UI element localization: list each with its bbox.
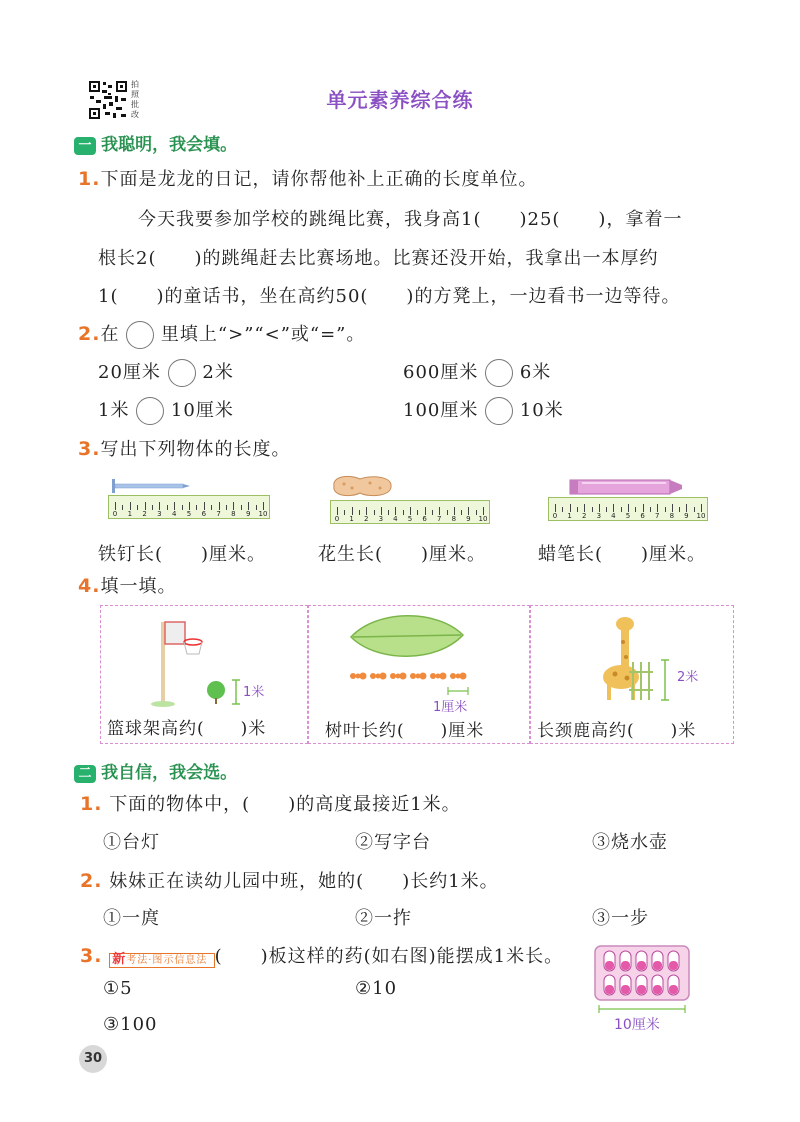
question-text: 下面是龙龙的日记，请你帮他补上正确的长度单位。 [100, 169, 538, 190]
ruler-tick [410, 507, 411, 515]
ruler-tick [447, 510, 448, 515]
page-number: 30 [79, 1045, 107, 1073]
section2-header [74, 758, 237, 783]
ruler-tick-label: 9 [684, 512, 689, 520]
ruler-tick [241, 505, 242, 510]
medicine-pack-icon [594, 945, 690, 1001]
option[interactable]: ③100 [103, 1014, 158, 1035]
compare-item [403, 396, 564, 425]
option[interactable]: ①台灯 [103, 832, 160, 853]
ruler-tick [359, 510, 360, 515]
pill-half [637, 985, 646, 994]
ruler-tick [233, 502, 234, 510]
ruler-tick [256, 505, 257, 510]
ruler-tick [613, 504, 614, 512]
giraffe-icon [593, 612, 693, 707]
ruler-tick [686, 504, 687, 512]
ruler-tick [621, 507, 622, 512]
s1-q3-prompt [78, 435, 290, 461]
ruler-tick [665, 507, 666, 512]
ruler-tick [432, 510, 433, 515]
ruler-tick-label: 2 [142, 510, 147, 518]
ruler-tick [672, 504, 673, 512]
diary-line-3: 1( )的童话书，坐在高约50( )的方凳上，一边看书一边等待。 [98, 286, 681, 307]
question-number: 3. [78, 438, 101, 460]
ruler-tick-label: 4 [171, 510, 177, 518]
compare-right: 10厘米 [170, 400, 234, 421]
ruler-tick [403, 510, 404, 515]
ruler-tick [122, 505, 123, 510]
new-method-tag [109, 953, 214, 968]
option[interactable]: ③一步 [592, 908, 649, 929]
ruler [548, 497, 708, 521]
question-text-a: 在 [100, 324, 120, 345]
pill-half [653, 961, 662, 970]
ruler-tick-label: 3 [157, 510, 162, 518]
leaf-icon [347, 611, 467, 663]
ruler-tick [182, 505, 183, 510]
pill-half [669, 985, 678, 994]
ruler-tick-label: 7 [436, 515, 442, 523]
diary-line-1: 今天我要参加学校的跳绳比赛，我身高1( )25( )，拿着一 [138, 209, 683, 230]
ruler-tick-label: 6 [201, 510, 207, 518]
ruler-tick [189, 502, 190, 510]
ruler-tick [204, 502, 205, 510]
ruler-tick [584, 504, 585, 512]
ruler-tick [650, 507, 651, 512]
ruler-tick-label: 10 [478, 515, 488, 523]
question-number: 4. [78, 575, 101, 597]
question-number: 1. [80, 793, 103, 815]
ruler-tick-label: 1 [567, 512, 572, 520]
ruler-tick [476, 510, 477, 515]
tag-text: 考法·图示信息法 [126, 954, 208, 966]
height-label: 1米 [243, 685, 265, 700]
ruler-tick [152, 505, 153, 510]
one-cm-marker [446, 686, 470, 696]
compare-right: 10米 [519, 400, 564, 421]
ruler-tick-label: 8 [231, 510, 236, 518]
option[interactable]: ①5 [103, 978, 133, 999]
dimension-label: 10厘米 [614, 1017, 660, 1033]
ruler-tick [425, 507, 426, 515]
compare-item [403, 358, 551, 387]
section1-badge: 一 [74, 137, 96, 155]
ruler-tick-label: 0 [112, 510, 118, 518]
ruler-tick-label: 5 [625, 512, 631, 520]
question-text-b: 里填上“>”“<”或“=”。 [160, 324, 366, 345]
ruler-tick-label: 0 [334, 515, 340, 523]
ruler-tick [196, 505, 197, 510]
compare-left: 100厘米 [403, 400, 479, 421]
ruler-tick-label: 8 [669, 512, 675, 520]
dimension-arrow-icon [596, 1004, 688, 1014]
question-number: 1. [78, 168, 101, 190]
ruler-tick [174, 502, 175, 510]
question-text: 下面的物体中，( )的高度最接近1米。 [109, 794, 461, 815]
panel-giraffe [530, 605, 734, 744]
ruler-tick [145, 502, 146, 510]
ruler-tick [577, 507, 578, 512]
answer-circle[interactable] [485, 359, 513, 387]
panel-answer: 篮球架高约( )米 [107, 719, 267, 739]
s2-q2-prompt [80, 867, 499, 893]
answer-nail: 铁钉长( )厘米。 [98, 544, 267, 565]
ruler-tick [159, 502, 160, 510]
compare-left: 20厘米 [98, 362, 161, 383]
option[interactable]: ②一拃 [355, 908, 412, 929]
ruler-tick-label: 3 [596, 512, 602, 520]
section2-badge: 二 [74, 765, 96, 783]
ruler-tick [599, 504, 600, 512]
qr-caption: 拍照批改 [131, 80, 139, 119]
ruler-tick-label: 3 [378, 515, 384, 523]
ruler-tick-label: 5 [407, 515, 413, 523]
ruler-tick [483, 507, 484, 515]
ruler-tick [570, 504, 571, 512]
question-number: 2. [78, 323, 101, 345]
ruler-tick [592, 507, 593, 512]
ruler-tick [352, 507, 353, 515]
ruler-tick-label: 5 [186, 510, 192, 518]
panel-answer: 树叶长约( )厘米 [325, 721, 485, 741]
option[interactable]: ①一庹 [103, 908, 160, 929]
answer-circle[interactable] [168, 359, 196, 387]
page-title: 单元素养综合练 [326, 88, 474, 112]
question-number: 2. [80, 870, 103, 892]
ruler-tick-label: 8 [451, 515, 457, 523]
length-label: 1厘米 [433, 700, 468, 715]
ruler-tick-label: 10 [258, 510, 268, 518]
peanut-icon [330, 473, 395, 499]
compare-item [98, 396, 234, 425]
ruler-tick [337, 507, 338, 515]
option[interactable]: ②写字台 [355, 832, 431, 853]
ruler-tick-label: 9 [466, 515, 471, 523]
ruler-tick [248, 502, 249, 510]
ruler-tick [226, 505, 227, 510]
ruler-tick-label: 6 [422, 515, 427, 523]
ruler-tick [635, 507, 636, 512]
answer-circle[interactable] [485, 397, 513, 425]
s1-q1-prompt [78, 165, 537, 191]
panel-leaf [308, 605, 530, 744]
ruler-tick-label: 4 [611, 512, 616, 520]
panel-answer: 长颈鹿高约( )米 [537, 721, 697, 741]
panel-basketball [100, 605, 308, 744]
ruler-tick-label: 7 [654, 512, 660, 520]
s2-q3-prompt [80, 942, 563, 968]
option[interactable]: ②10 [355, 978, 398, 999]
ruler-tick-label: 2 [363, 515, 369, 523]
section2-title: 我自信，我会选。 [101, 763, 238, 783]
pill-half [605, 985, 614, 994]
height-label: 2米 [677, 670, 699, 685]
ruler-tick [606, 507, 607, 512]
ruler-tick [219, 502, 220, 510]
question-text: ( )板这样的药(如右图)能摆成1米长。 [214, 946, 564, 967]
s1-q2-prompt [78, 320, 365, 349]
ruler-tick [657, 504, 658, 512]
ruler-tick-label: 10 [696, 512, 706, 520]
question-text: 妹妹正在读幼儿园中班，她的( )长约1米。 [109, 871, 499, 892]
basketball-hoop-icon [141, 614, 291, 709]
ruler-tick [344, 510, 345, 515]
compare-right: 2米 [202, 362, 234, 383]
ruler-tick-label: 6 [640, 512, 645, 520]
pill-half [621, 961, 630, 970]
s1-q4-prompt [78, 572, 176, 598]
answer-peanut: 花生长( )厘米。 [318, 544, 487, 565]
question-number: 3. [80, 945, 103, 967]
ruler-tick [628, 504, 629, 512]
ruler-tick [381, 507, 382, 515]
nail-icon [110, 478, 192, 494]
ruler-tick-label: 0 [552, 512, 558, 520]
ruler-tick [694, 507, 695, 512]
s2-q1-prompt [80, 790, 461, 816]
ruler-tick-label: 1 [349, 515, 354, 523]
compare-right: 6米 [519, 362, 552, 383]
ruler-tick-label: 2 [581, 512, 587, 520]
ruler-tick [439, 507, 440, 515]
section1-title: 我聪明，我会填。 [101, 135, 238, 155]
ruler-tick-label: 1 [127, 510, 133, 518]
question-text: 填一填。 [100, 576, 177, 597]
diary-line-2: 根长2( )的跳绳赶去比赛场地。比赛还没开始，我拿出一本厚约 [98, 248, 659, 269]
ruler-tick [263, 502, 264, 510]
ruler-tick [461, 510, 462, 515]
pill-half [605, 961, 614, 970]
ruler-tick-label: 4 [393, 515, 398, 523]
ruler-tick [468, 507, 469, 515]
ruler-tick [388, 510, 389, 515]
ruler-tick [366, 507, 367, 515]
pill-half [653, 985, 662, 994]
pill-half [621, 985, 630, 994]
question-text: 写出下列物体的长度。 [100, 439, 291, 460]
compare-item [98, 358, 234, 387]
ruler-tick [395, 507, 396, 515]
ruler-tick-label: 9 [245, 510, 251, 518]
option[interactable]: ③烧水壶 [592, 832, 668, 853]
ruler-tick [701, 504, 702, 512]
ruler-tick [167, 505, 168, 510]
ruler-tick [137, 505, 138, 510]
ruler-tick [211, 505, 212, 510]
ruler-tick [374, 510, 375, 515]
ruler-tick [555, 504, 556, 512]
ruler-tick [643, 504, 644, 512]
compare-circle-icon [126, 321, 154, 349]
ruler-tick-label: 7 [216, 510, 221, 518]
ruler [108, 495, 270, 519]
ruler-tick [115, 502, 116, 510]
pill-half [669, 961, 678, 970]
ants-icon [347, 664, 467, 684]
ruler-tick [130, 502, 131, 510]
ruler-tick [417, 510, 418, 515]
answer-crayon: 蜡笔长( )厘米。 [538, 544, 707, 565]
ruler [330, 500, 490, 524]
compare-left: 1米 [98, 400, 130, 421]
ruler-tick [454, 507, 455, 515]
answer-circle[interactable] [136, 397, 164, 425]
ruler-tick [562, 507, 563, 512]
ruler-tick [679, 507, 680, 512]
pill-half [637, 961, 646, 970]
section1-header [74, 130, 237, 155]
tag-new: 新 [112, 951, 127, 967]
compare-left: 600厘米 [403, 362, 479, 383]
crayon-icon [568, 477, 693, 497]
